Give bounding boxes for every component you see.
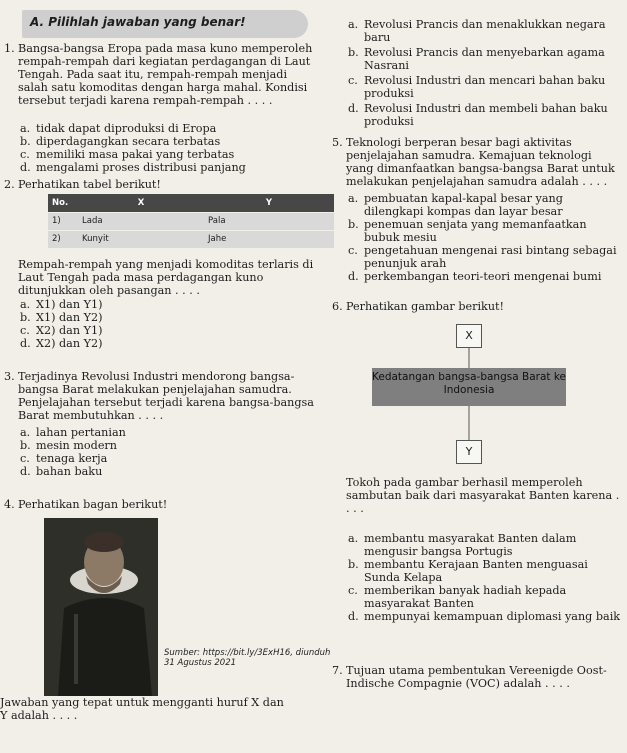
option-text: Revolusi Industri dan mencari bahan baku produksi <box>364 74 606 100</box>
option-letter: a. <box>20 426 31 439</box>
option-text: X2) dan Y2) <box>36 337 103 350</box>
previous-question-options <box>346 18 624 128</box>
question-text: Tujuan utama pembentukan Vereenigde Oost-Indische Compagnie (VOC) adalah . . . . <box>346 664 607 690</box>
option-letter: d. <box>348 102 359 115</box>
question-6-text <box>346 476 624 515</box>
diagram-box-x: X <box>456 324 482 348</box>
option-b[interactable] <box>346 558 624 584</box>
option-text: diperdagangkan secara terbatas <box>36 135 221 148</box>
question-number: 2. <box>4 178 15 191</box>
question-2-options <box>18 298 318 350</box>
image-caption: Sumber: https://bit.ly/3ExH16, diunduh 31 Agustus 2021 <box>164 648 331 668</box>
option-text: Revolusi Prancis dan menyebarkan agama Nasrani <box>364 46 605 72</box>
option-b[interactable] <box>346 46 624 72</box>
option-letter: b. <box>348 218 359 231</box>
option-text: Revolusi Prancis dan menaklukkan negara baru <box>364 18 606 44</box>
question-number: 4. <box>4 498 15 511</box>
question-4 <box>4 498 320 511</box>
option-text: pengetahuan mengenai rasi bintang sebagai penunjuk arah <box>364 244 617 270</box>
question-2-text <box>18 258 318 297</box>
question-2-table <box>48 194 334 248</box>
option-text: lahan pertanian <box>36 426 126 439</box>
question-text: Tokoh pada gambar berhasil memperoleh sambutan baik dari masyarakat Banten karena . . . . <box>346 476 620 515</box>
question-5-options <box>346 192 624 283</box>
question-3-options <box>18 426 318 478</box>
option-letter: b. <box>348 46 359 59</box>
diagram-middle-bar: Kedatangan bangsa-bangsa Barat ke Indonesia <box>372 368 566 406</box>
question-text: Jawaban yang tepat untuk mengganti huruf X dan Y adalah . . . . <box>0 696 284 722</box>
question-intro: Perhatikan bagan berikut! <box>18 498 168 511</box>
table-cell: 2) <box>48 231 78 249</box>
option-letter: d. <box>348 610 359 623</box>
option-letter: c. <box>348 244 358 257</box>
option-b[interactable] <box>346 218 624 244</box>
table-header: Y <box>204 194 334 213</box>
question-text: Teknologi berperan besar bagi aktivitas penjelajahan samudra. Kemajuan teknologi yang dimanfaatkan bangsa-bangsa Barat untuk melakukan penjelajahan samudra adalah . . . . <box>346 136 615 188</box>
question-intro: Perhatikan gambar berikut! <box>346 300 505 313</box>
option-c[interactable] <box>18 452 318 465</box>
portrait-figure <box>44 518 158 696</box>
option-text: Revolusi Industri dan membeli bahan baku produksi <box>364 102 608 128</box>
option-text: membantu Kerajaan Banten menguasai Sunda Kelapa <box>364 558 588 584</box>
option-d[interactable] <box>346 270 624 283</box>
diagram-box-y: Y <box>456 440 482 464</box>
option-letter: d. <box>20 465 31 478</box>
option-d[interactable] <box>18 337 318 350</box>
option-text: penemuan senjata yang memanfaatkan bubuk mesiu <box>364 218 587 244</box>
option-letter: a. <box>20 122 31 135</box>
question-3 <box>4 370 320 422</box>
option-letter: c. <box>20 452 30 465</box>
option-letter: a. <box>20 298 31 311</box>
option-text: X1) dan Y1) <box>36 298 103 311</box>
option-d[interactable] <box>346 102 624 128</box>
option-letter: a. <box>348 532 359 545</box>
option-text: bahan baku <box>36 465 103 478</box>
option-letter: c. <box>20 324 30 337</box>
option-letter: d. <box>20 161 31 174</box>
question-2 <box>4 178 320 191</box>
option-b[interactable] <box>18 311 318 324</box>
table-cell: 1) <box>48 213 78 231</box>
question-number: 5. <box>332 136 343 149</box>
option-letter: a. <box>348 18 359 31</box>
option-d[interactable] <box>18 161 318 174</box>
option-a[interactable] <box>346 18 624 44</box>
question-6-options <box>346 532 624 623</box>
option-text: memiliki masa pakai yang terbatas <box>36 148 235 161</box>
option-text: X2) dan Y1) <box>36 324 103 337</box>
option-b[interactable] <box>18 439 318 452</box>
question-text: Bangsa-bangsa Eropa pada masa kuno memperoleh rempah-rempah dari kegiatan perdagangan di Laut Tengah. Pada saat itu, rempah-rempah menjadi salah satu komoditas dengan harga mahal. Kondisi tersebut terjadi karena rempah-rempah . . . . <box>18 42 313 107</box>
option-letter: b. <box>348 558 359 571</box>
question-intro: Perhatikan tabel berikut! <box>18 178 161 191</box>
question-text: Rempah-rempah yang menjadi komoditas terlaris di Laut Tengah pada masa perdagangan kuno ditunjukkan oleh pasangan . . . . <box>18 258 314 297</box>
option-d[interactable] <box>346 610 624 623</box>
question-number: 6. <box>332 300 343 313</box>
table-cell: Lada <box>78 213 204 231</box>
option-b[interactable] <box>18 135 318 148</box>
option-text: mengalami proses distribusi panjang <box>36 161 246 174</box>
flow-diagram <box>332 320 622 470</box>
option-letter: c. <box>20 148 30 161</box>
question-4-footer <box>0 696 322 722</box>
option-text: mesin modern <box>36 439 117 452</box>
question-number: 3. <box>4 370 15 383</box>
option-text: pembuatan kapal-kapal besar yang dilengkapi kompas dan layar besar <box>364 192 563 218</box>
option-text: memberikan banyak hadiah kepada masyarakat Banten <box>364 584 567 610</box>
option-letter: b. <box>20 439 31 452</box>
option-letter: d. <box>348 270 359 283</box>
section-banner <box>22 10 308 38</box>
table-row <box>48 213 334 231</box>
option-c[interactable] <box>346 584 624 610</box>
table-row <box>48 231 334 249</box>
question-text: Terjadinya Revolusi Industri mendorong bangsa-bangsa Barat melakukan penjelajahan samudra. Penjelajahan tersebut terjadi karena bangsa-bangsa Barat membutuhkan . . . . <box>18 370 314 422</box>
question-7 <box>332 664 622 690</box>
option-text: perkembangan teori-teori mengenai bumi <box>364 270 602 283</box>
question-number: 1. <box>4 42 15 55</box>
option-text: tenaga kerja <box>36 452 108 465</box>
option-c[interactable] <box>346 244 624 270</box>
option-a[interactable] <box>346 532 624 558</box>
option-text: tidak dapat diproduksi di Eropa <box>36 122 217 135</box>
question-5 <box>332 136 622 188</box>
table-cell: Kunyit <box>78 231 204 249</box>
option-letter: d. <box>20 337 31 350</box>
table-header: No. <box>48 194 78 213</box>
option-a[interactable] <box>18 426 318 439</box>
portrait-image <box>44 518 158 696</box>
question-number: 7. <box>332 664 343 677</box>
option-d[interactable] <box>18 465 318 478</box>
option-a[interactable] <box>346 192 624 218</box>
question-6 <box>332 300 622 313</box>
option-letter: b. <box>20 311 31 324</box>
table-cell: Jahe <box>204 231 334 249</box>
option-c[interactable] <box>18 324 318 337</box>
option-a[interactable] <box>18 122 318 135</box>
option-letter: a. <box>348 192 359 205</box>
option-letter: c. <box>348 584 358 597</box>
question-1 <box>4 42 320 107</box>
table-header: X <box>78 194 204 213</box>
option-letter: b. <box>20 135 31 148</box>
option-text: X1) dan Y2) <box>36 311 103 324</box>
section-title: A. Pilihlah jawaban yang benar! <box>30 15 246 29</box>
table-cell: Pala <box>204 213 334 231</box>
option-a[interactable] <box>18 298 318 311</box>
option-text: membantu masyarakat Banten dalam mengusir bangsa Portugis <box>364 532 577 558</box>
option-c[interactable] <box>346 74 624 100</box>
option-letter: c. <box>348 74 358 87</box>
question-1-options <box>18 122 318 174</box>
option-text: mempunyai kemampuan diplomasi yang baik <box>364 610 621 623</box>
option-c[interactable] <box>18 148 318 161</box>
